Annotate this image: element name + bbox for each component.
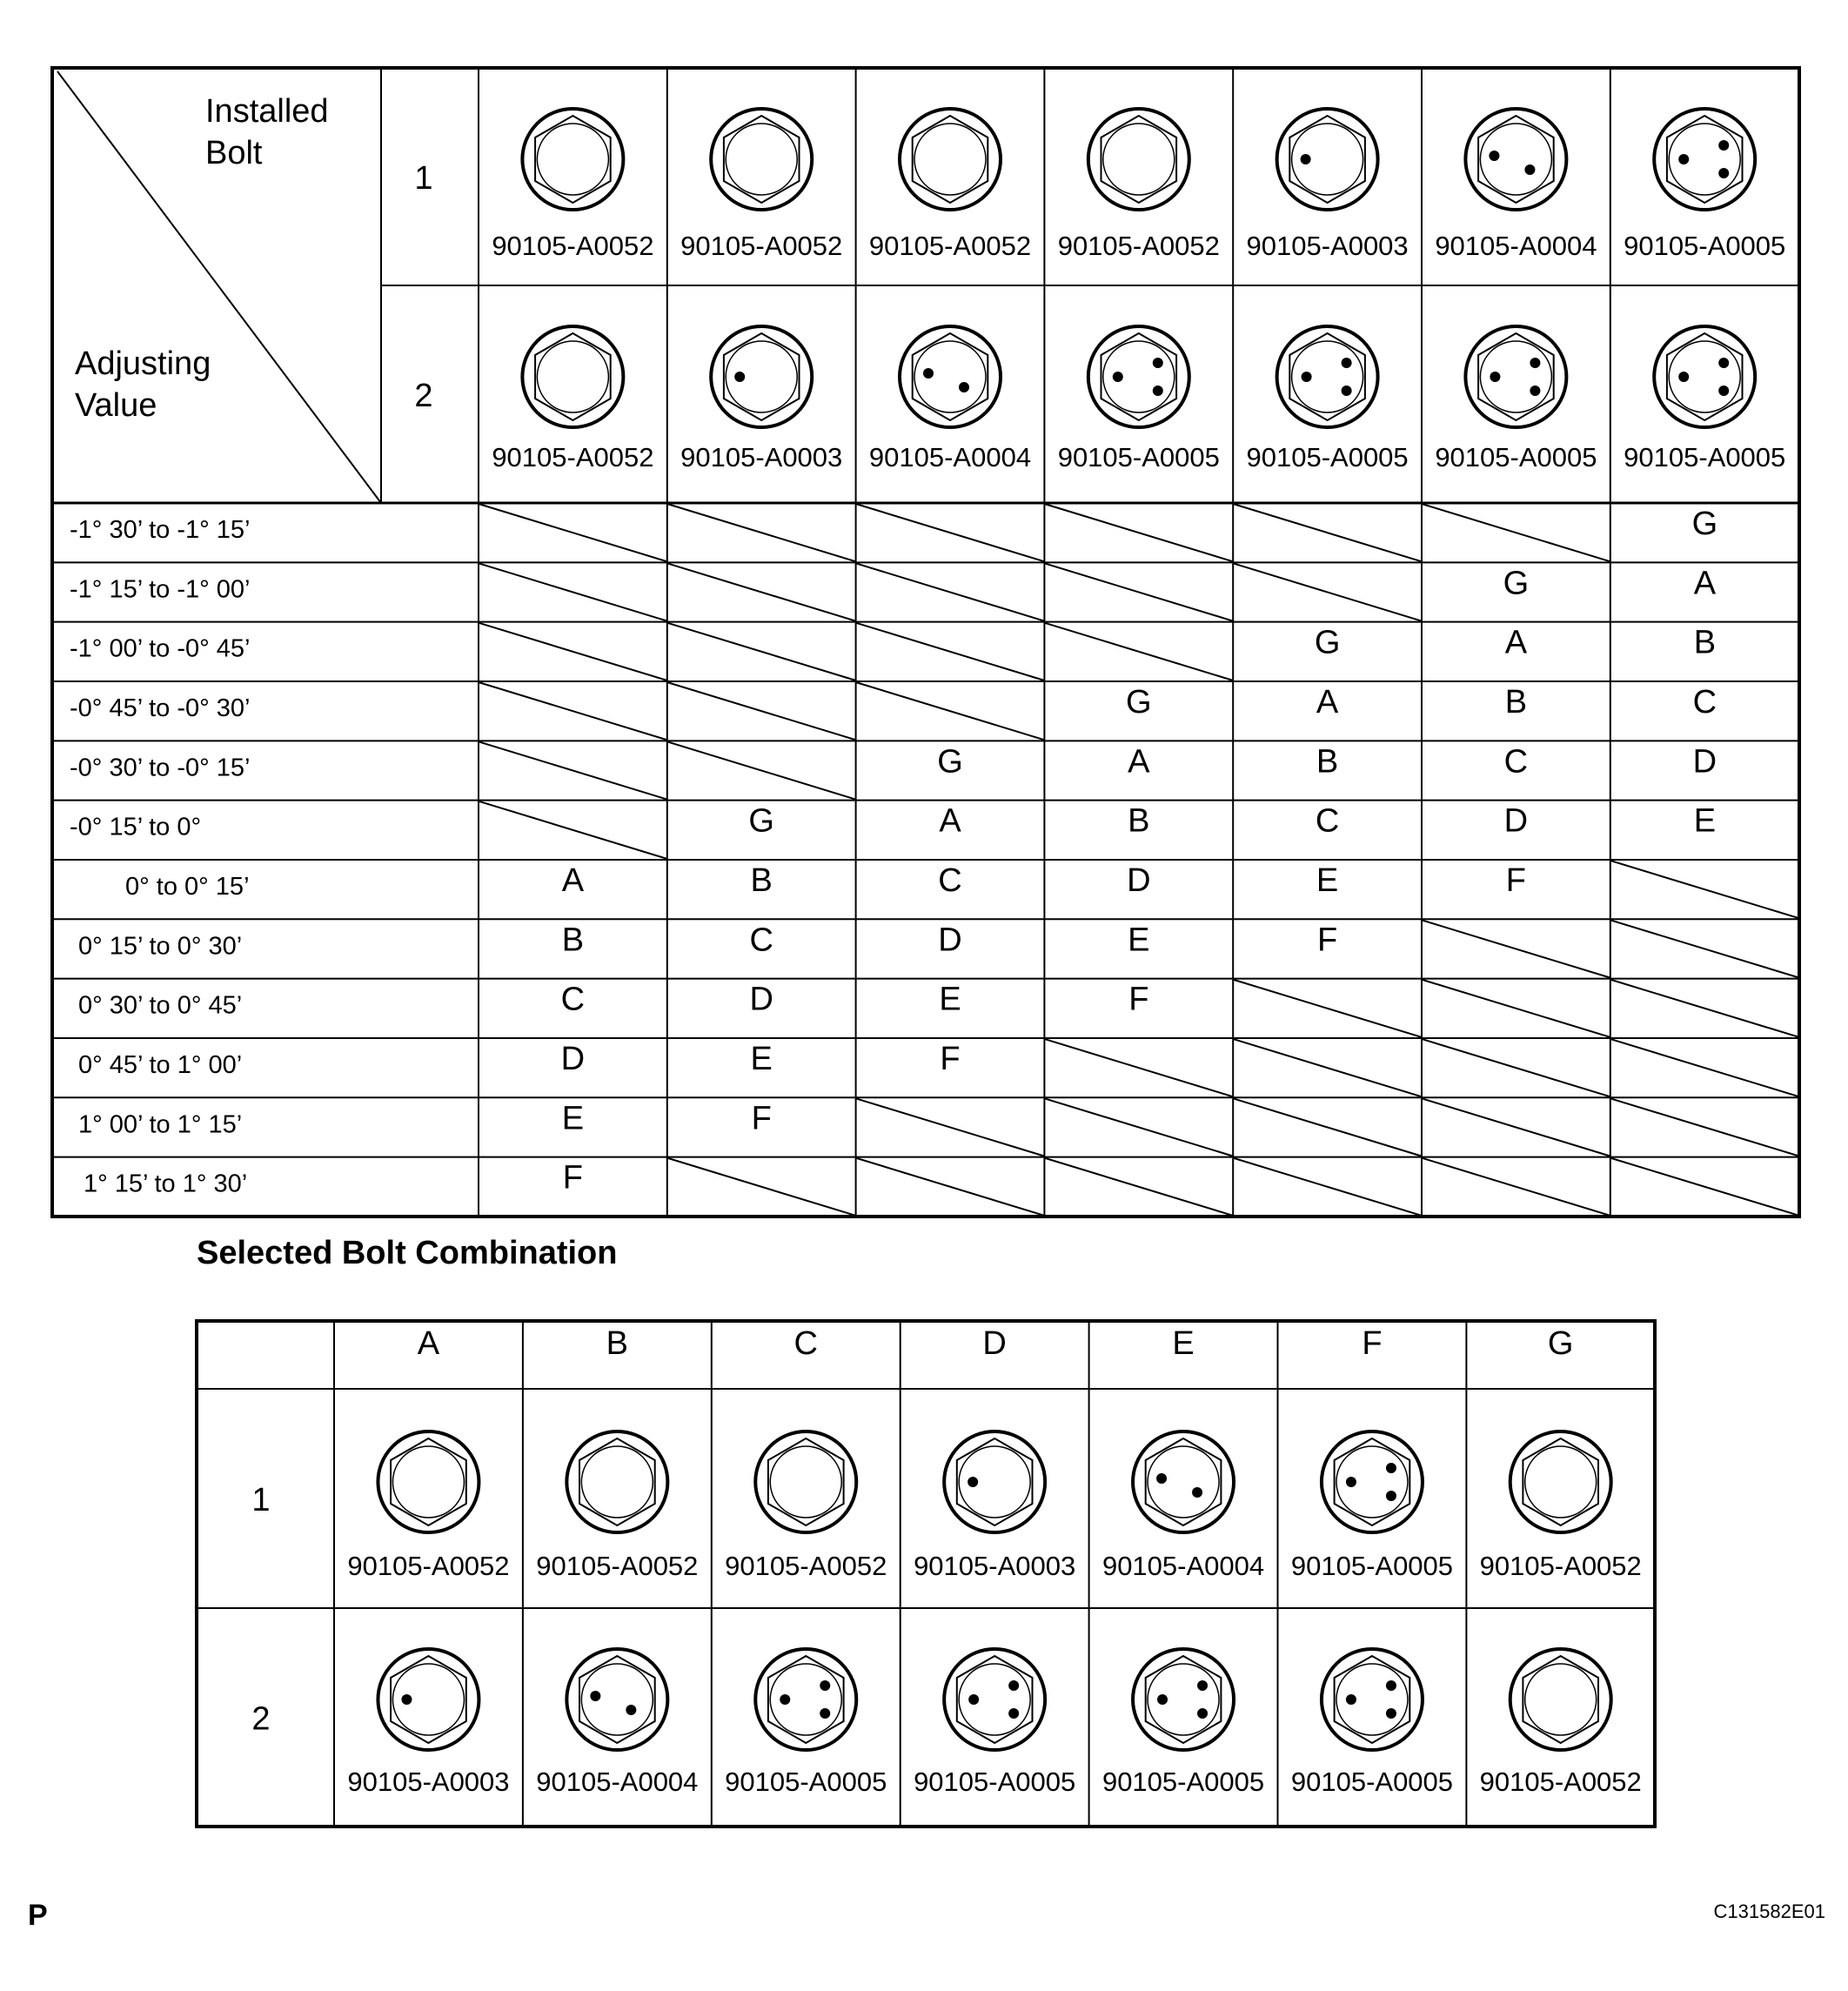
bolt-icon: [566, 1649, 667, 1750]
page-mark: P: [28, 1899, 48, 1932]
bolt-mark-dot: [923, 368, 934, 379]
bolt-icon: [1277, 109, 1378, 210]
selected-bolt-combination-title: Selected Bolt Combination: [197, 1235, 618, 1271]
bolt-combination-letter: B: [1128, 802, 1150, 840]
bolt-part-number: 90105-A0052: [725, 1551, 887, 1581]
not-applicable-slash: [1610, 1039, 1799, 1096]
bolt-combination-letter: A: [1504, 624, 1528, 661]
bolt-combination-letter: B: [750, 861, 773, 899]
bolt-combination-letter: D: [560, 1040, 586, 1077]
not-applicable-slash: [479, 741, 667, 799]
figure-code: C131582E01: [1713, 1900, 1825, 1922]
bolt-combination-letter: D: [1503, 802, 1529, 840]
bolt-combination-letter: F: [1316, 922, 1338, 959]
not-applicable-slash: [479, 682, 667, 740]
bolt-icon: [755, 1431, 856, 1532]
bolt-mark-dot: [820, 1680, 830, 1691]
not-applicable-slash: [1044, 1158, 1233, 1216]
bolt-icon: [522, 326, 623, 427]
bolt-mark-dot: [401, 1694, 412, 1705]
combination-column-header: B: [606, 1325, 629, 1362]
not-applicable-slash: [1422, 980, 1610, 1037]
not-applicable-slash: [1044, 623, 1233, 680]
bolt-mark-dot: [959, 382, 969, 392]
adjusting-range-label: -0° 30’ to -0° 15’: [70, 754, 251, 782]
bolt-combination-letter: F: [562, 1159, 584, 1197]
bolt-mark-dot: [1386, 1680, 1396, 1691]
bolt-combination-letter: C: [1315, 802, 1340, 840]
not-applicable-slash: [856, 563, 1045, 620]
bolt-mark-dot: [1301, 154, 1311, 164]
bolt-combination-letter: G: [1691, 506, 1718, 542]
bolt-combination-letter: E: [939, 981, 961, 1018]
not-applicable-slash: [1610, 1098, 1799, 1156]
bolt-mark-dot: [1302, 372, 1312, 382]
bolt-row-number: 1: [251, 1482, 271, 1518]
adjusting-range-label: 0° 30’ to 0° 45’: [78, 991, 243, 1020]
combination-column-header: A: [417, 1325, 440, 1362]
not-applicable-slash: [1044, 1039, 1233, 1096]
bolt-part-number: 90105-A0052: [1479, 1766, 1642, 1797]
bolt-mark-dot: [968, 1694, 979, 1705]
not-applicable-slash: [856, 504, 1045, 561]
not-applicable-slash: [856, 1098, 1045, 1156]
bolt-combination-letter: C: [1503, 743, 1529, 781]
bolt-combination-letter: F: [1505, 861, 1527, 899]
adjusting-range-label: -0° 15’ to 0°: [70, 813, 202, 841]
bolt-icon: [1133, 1649, 1234, 1750]
bolt-icon: [1510, 1431, 1611, 1532]
bolt-combination-letter: D: [1692, 743, 1717, 781]
not-applicable-slash: [667, 504, 856, 561]
bolt-mark-dot: [590, 1691, 600, 1701]
bolt-combination-letter: A: [939, 802, 961, 840]
not-applicable-slash: [1044, 563, 1233, 620]
bolt-icon: [378, 1431, 479, 1532]
bolt-mark-dot: [1718, 140, 1729, 151]
bolt-mark-dot: [1197, 1680, 1208, 1691]
bolt-combination-letter: G: [937, 743, 963, 781]
not-applicable-slash: [856, 1158, 1045, 1216]
bolt-combination-letter: E: [561, 1100, 585, 1137]
adjusting-value-label: Value: [75, 387, 157, 424]
bolt-part-number: 90105-A0005: [1246, 442, 1409, 473]
bolt-part-number: 90105-A0005: [1101, 1766, 1265, 1797]
not-applicable-slash: [1610, 980, 1799, 1037]
bolt-mark-dot: [1342, 358, 1352, 368]
bolt-combination-letter: G: [1314, 624, 1341, 661]
combination-column-header: F: [1362, 1325, 1383, 1362]
bolt-combination-letter: D: [1127, 861, 1151, 899]
bolt-combination-letter: D: [749, 981, 773, 1018]
bolt-combination-letter: C: [749, 922, 773, 959]
bolt-row-number: 2: [414, 378, 433, 414]
bolt-icon: [1277, 326, 1378, 427]
bolt-combination-letter: D: [938, 922, 962, 959]
bolt-part-number: 90105-A0005: [1624, 442, 1786, 473]
bolt-part-number: 90105-A0052: [492, 442, 654, 473]
bolt-combination-letter: E: [750, 1040, 773, 1077]
not-applicable-slash: [1610, 1158, 1799, 1216]
bolt-icon: [1088, 326, 1189, 427]
bolt-combination-letter: C: [560, 981, 586, 1018]
bolt-icon: [378, 1649, 479, 1750]
bolt-mark-dot: [820, 1708, 830, 1719]
bolt-part-number: 90105-A0004: [1435, 231, 1597, 261]
bolt-part-number: 90105-A0005: [725, 1766, 887, 1797]
not-applicable-slash: [1233, 1098, 1422, 1156]
adjusting-range-label: 1° 15’ to 1° 30’: [84, 1170, 248, 1198]
bolt-part-number: 90105-A0052: [536, 1551, 699, 1581]
not-applicable-slash: [1422, 1158, 1610, 1216]
bolt-part-number: 90105-A0005: [1435, 442, 1597, 473]
bolt-part-number: 90105-A0005: [914, 1766, 1076, 1797]
bolt-mark-dot: [734, 372, 745, 382]
bolt-mark-dot: [1718, 358, 1729, 368]
bolt-mark-dot: [1008, 1680, 1019, 1691]
bolt-mark-dot: [1489, 151, 1499, 161]
not-applicable-slash: [1422, 1098, 1610, 1156]
bolt-part-number: 90105-A0052: [1479, 1551, 1642, 1581]
bolt-combination-letter: A: [1128, 743, 1150, 781]
bolt-row-number: 2: [251, 1700, 271, 1738]
not-applicable-slash: [667, 1158, 856, 1216]
combination-column-header: E: [1172, 1325, 1195, 1362]
bolt-part-number: 90105-A0052: [347, 1551, 510, 1581]
bolt-icon: [1510, 1649, 1611, 1750]
bolt-combination-letter: G: [748, 802, 774, 840]
bolt-part-number: 90105-A0052: [868, 231, 1032, 261]
bolt-mark-dot: [1718, 168, 1729, 178]
not-applicable-slash: [479, 504, 667, 561]
bolt-combination-letter: A: [561, 861, 585, 899]
bolt-mark-dot: [1153, 358, 1163, 368]
bolt-mark-dot: [1192, 1487, 1202, 1498]
not-applicable-slash: [1422, 920, 1610, 977]
not-applicable-slash: [856, 623, 1045, 680]
not-applicable-slash: [1233, 980, 1422, 1037]
bolt-icon: [944, 1431, 1045, 1532]
bolt-mark-dot: [1113, 372, 1123, 382]
not-applicable-slash: [856, 682, 1045, 740]
not-applicable-slash: [1422, 1039, 1610, 1096]
bolt-combination-letter: F: [751, 1100, 772, 1137]
bolt-combination-letter: B: [1504, 683, 1528, 721]
bolt-mark-dot: [1678, 154, 1689, 164]
not-applicable-slash: [1610, 861, 1799, 918]
bolt-combination-letter: C: [1692, 683, 1717, 721]
not-applicable-slash: [667, 623, 856, 680]
adjusting-range-label: 1° 00’ to 1° 15’: [78, 1110, 243, 1139]
bolt-part-number: 90105-A0005: [1290, 1766, 1454, 1797]
bolt-part-number: 90105-A0004: [536, 1766, 699, 1797]
bolt-mark-dot: [1718, 385, 1729, 396]
bolt-part-number: 90105-A0003: [347, 1766, 510, 1797]
not-applicable-slash: [1610, 920, 1799, 977]
adjusting-range-label: -1° 15’ to -1° 00’: [70, 575, 251, 604]
adjusting-range-label: -0° 45’ to -0° 30’: [70, 694, 251, 722]
bolt-icon: [1322, 1649, 1423, 1750]
bolt-icon: [1465, 109, 1566, 210]
bolt-combination-letter: C: [938, 861, 962, 899]
bolt-icon: [1465, 326, 1566, 427]
bolt-mark-dot: [1386, 1491, 1396, 1501]
not-applicable-slash: [479, 623, 667, 680]
bolt-combination-letter: B: [1316, 743, 1339, 781]
bolt-mark-dot: [1530, 358, 1540, 368]
bolt-mark-dot: [1386, 1463, 1396, 1473]
bolt-mark-dot: [1156, 1473, 1167, 1484]
bolt-icon: [944, 1649, 1045, 1750]
bolt-icon: [900, 109, 1001, 210]
bolt-part-number: 90105-A0003: [914, 1551, 1076, 1581]
bolt-combination-letter: E: [1128, 922, 1150, 959]
bolt-combination-letter: E: [1693, 802, 1717, 840]
not-applicable-slash: [479, 801, 667, 859]
not-applicable-slash: [1233, 1039, 1422, 1096]
bolt-mark-dot: [626, 1705, 636, 1715]
bolt-mark-dot: [1524, 164, 1535, 175]
adjusting-value-table: [52, 68, 1799, 1217]
bolt-mark-dot: [1346, 1694, 1356, 1705]
bolt-icon: [711, 326, 812, 427]
bolt-icon: [1088, 109, 1189, 210]
combination-column-header: G: [1547, 1325, 1574, 1362]
bolt-combination-letter: F: [1128, 981, 1149, 1018]
bolt-combination-letter: G: [1126, 683, 1152, 721]
not-applicable-slash: [1233, 1158, 1422, 1216]
bolt-icon: [711, 109, 812, 210]
adjusting-range-label: 0° 15’ to 0° 30’: [78, 932, 243, 961]
adjusting-range-label: -1° 00’ to -0° 45’: [70, 634, 251, 663]
not-applicable-slash: [667, 563, 856, 620]
adjusting-range-label: -1° 30’ to -1° 15’: [70, 516, 251, 544]
not-applicable-slash: [667, 741, 856, 799]
bolt-mark-dot: [1490, 372, 1500, 382]
bolt-combination-letter: B: [561, 922, 585, 959]
not-applicable-slash: [1422, 504, 1610, 561]
bolt-mark-dot: [1530, 385, 1540, 396]
bolt-mark-dot: [1197, 1708, 1208, 1719]
not-applicable-slash: [1044, 1098, 1233, 1156]
bolt-mark-dot: [780, 1694, 790, 1705]
bolt-mark-dot: [1153, 385, 1163, 396]
adjusting-range-label: 0° to 0° 15’: [125, 872, 250, 901]
bolt-part-number: 90105-A0052: [680, 231, 843, 261]
bolt-icon: [1322, 1431, 1423, 1532]
bolt-row-number: 1: [414, 160, 433, 197]
bolt-mark-dot: [1346, 1477, 1356, 1487]
bolt-icon: [566, 1431, 667, 1532]
bolt-mark-dot: [1008, 1708, 1019, 1719]
bolt-combination-letter: A: [1693, 565, 1717, 602]
selected-bolt-combination-table: [197, 1321, 1655, 1827]
bolt-icon: [755, 1649, 856, 1750]
adjusting-value-label: Adjusting: [75, 345, 211, 382]
installed-bolt-label: Bolt: [205, 135, 263, 171]
not-applicable-slash: [667, 682, 856, 740]
bolt-part-number: 90105-A0052: [1057, 231, 1220, 261]
bolt-part-number: 90105-A0052: [492, 231, 654, 261]
bolt-mark-dot: [968, 1477, 978, 1487]
bolt-part-number: 90105-A0005: [1624, 231, 1786, 261]
not-applicable-slash: [1044, 504, 1233, 561]
bolt-mark-dot: [1342, 385, 1352, 396]
bolt-part-number: 90105-A0004: [868, 442, 1032, 473]
installed-bolt-label: Installed: [205, 93, 329, 130]
bolt-icon: [1654, 109, 1755, 210]
combination-column-header: C: [793, 1325, 818, 1362]
bolt-part-number: 90105-A0005: [1057, 442, 1220, 473]
not-applicable-slash: [479, 563, 667, 620]
bolt-icon: [1654, 326, 1755, 427]
bolt-icon: [900, 326, 1001, 427]
bolt-icon: [1133, 1431, 1234, 1532]
bolt-mark-dot: [1678, 372, 1689, 382]
bolt-combination-letter: B: [1693, 624, 1717, 661]
bolt-mark-dot: [1386, 1708, 1396, 1719]
bolt-part-number: 90105-A0003: [680, 442, 843, 473]
combination-column-header: D: [982, 1325, 1007, 1362]
not-applicable-slash: [1233, 563, 1422, 620]
bolt-combination-letter: A: [1316, 683, 1339, 721]
bolt-mark-dot: [1157, 1694, 1168, 1705]
not-applicable-slash: [1233, 504, 1422, 561]
adjusting-range-label: 0° 45’ to 1° 00’: [78, 1050, 243, 1079]
bolt-combination-letter: E: [1316, 861, 1339, 899]
bolt-combination-letter: G: [1503, 565, 1530, 602]
bolt-part-number: 90105-A0005: [1290, 1551, 1454, 1581]
bolt-combination-letter: F: [940, 1040, 961, 1077]
bolt-part-number: 90105-A0004: [1101, 1551, 1265, 1581]
bolt-icon: [522, 109, 623, 210]
bolt-part-number: 90105-A0003: [1246, 231, 1409, 261]
